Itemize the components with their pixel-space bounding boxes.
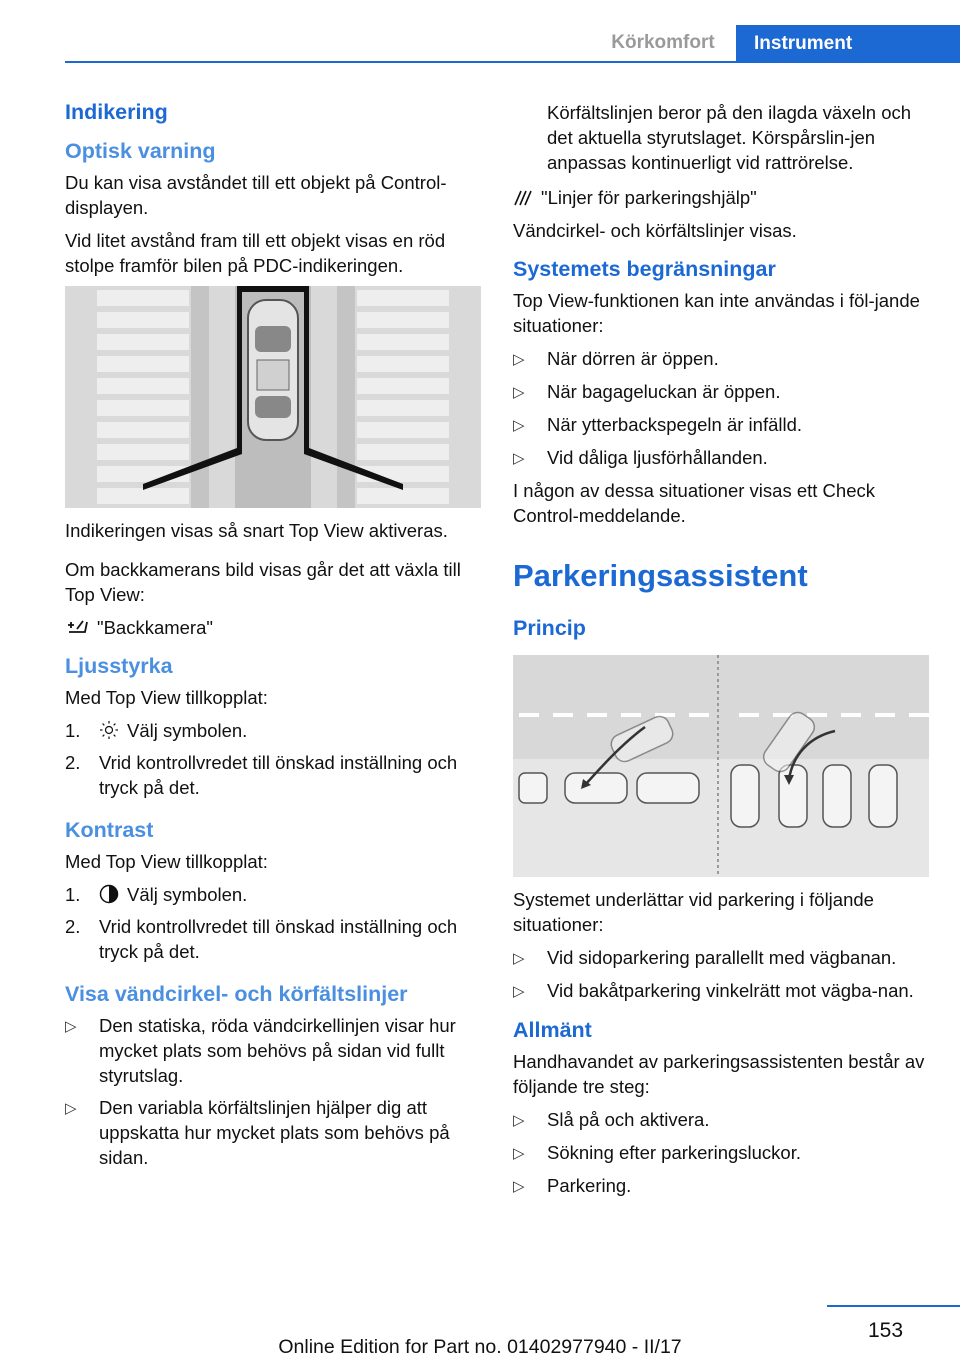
- list-item: [513, 1140, 929, 1166]
- list-item: [513, 346, 929, 372]
- step-text: Välj symbolen.: [127, 720, 248, 741]
- list-item: [65, 914, 481, 964]
- list-item: [65, 750, 481, 800]
- step-number: 2.: [65, 916, 81, 937]
- paragraph: I någon av dessa situationer visas ett Check Control-meddelande.: [513, 480, 875, 526]
- bullet-text: Körfältslinjen beror på den ilagda växeln och det aktuella styrutslaget. Körspårslin-jen anpassas kontinuerligt vid rattrörelse.: [547, 102, 912, 173]
- heading-princip: Princip: [513, 616, 586, 640]
- bullet-text: Sökning efter parkeringsluckor.: [547, 1142, 801, 1163]
- bullet-text: När ytterbackspegeln är infälld.: [547, 414, 803, 435]
- list-item: [513, 445, 929, 471]
- bullet-marker: ▷: [513, 1145, 525, 1162]
- paragraph: Vändcirkel- och körfältslinjer visas.: [513, 220, 797, 241]
- parking-assistant-figure: [513, 655, 929, 877]
- bullet-marker: ▷: [513, 417, 525, 434]
- heading-visa-vandcirkel: Visa vändcirkel- och körfältslinjer: [65, 982, 408, 1006]
- contrast-icon: [99, 884, 119, 904]
- paragraph: Top View-funktionen kan inte användas i föl-jande situationer:: [513, 290, 920, 336]
- heading-ljusstyrka: Ljusstyrka: [65, 654, 173, 678]
- list-item: [65, 1013, 481, 1088]
- list-item: [513, 945, 929, 971]
- brightness-icon: [99, 720, 119, 740]
- paragraph: Med Top View tillkopplat:: [65, 687, 268, 708]
- bullet-text: Slå på och aktivera.: [547, 1109, 710, 1130]
- bullet-marker: ▷: [513, 950, 525, 967]
- list-item: [65, 718, 481, 743]
- list-item: [65, 882, 481, 907]
- paragraph: Handhavandet av parkeringsassistenten består av följande tre steg:: [513, 1051, 925, 1097]
- paragraph: Om backkamerans bild visas går det att växla till Top View:: [65, 559, 461, 605]
- list-item: [513, 1107, 929, 1133]
- bullet-marker: ▷: [65, 1018, 77, 1035]
- list-item: [513, 1173, 929, 1199]
- heading-systemets-begransningar: Systemets begränsningar: [513, 257, 776, 281]
- step-number: 1.: [65, 884, 81, 905]
- left-column: [65, 100, 481, 1177]
- list-item: [513, 978, 929, 1004]
- step-number: 1.: [65, 720, 81, 741]
- page-number-rule: [827, 1305, 960, 1307]
- heading-allmant: Allmänt: [513, 1018, 592, 1042]
- bullet-marker: ▷: [513, 983, 525, 1000]
- bullet-marker: ▷: [513, 384, 525, 401]
- bullet-marker: ▷: [513, 1178, 525, 1195]
- backkamera-label: "Backkamera": [97, 617, 213, 638]
- bullet-text: Parkering.: [547, 1175, 632, 1196]
- parking-lines-icon: [513, 187, 533, 207]
- list-item: [513, 379, 929, 405]
- bullet-marker: ▷: [513, 351, 525, 368]
- backkamera-line: [65, 615, 481, 640]
- right-column: [513, 100, 929, 1206]
- bullet-text: Den variabla körfältslinjen hjälper dig att uppskatta hur mycket plats som behövs på sidan.: [99, 1097, 450, 1168]
- bullet-text: Vid dåliga ljusförhållanden.: [547, 447, 768, 468]
- camera-icon: [65, 617, 89, 637]
- bullet-marker: ▷: [513, 450, 525, 467]
- top-view-parking-figure: [65, 286, 481, 508]
- list-item: [513, 412, 929, 438]
- paragraph: Du kan visa avståndet till ett objekt på Control-displayen.: [65, 172, 447, 218]
- bullet-text: Vid bakåtparkering vinkelrätt mot vägba-nan.: [547, 980, 914, 1001]
- step-text: Välj symbolen.: [127, 884, 248, 905]
- heading-indikering: Indikering: [65, 100, 168, 124]
- paragraph: Systemet underlättar vid parkering i följande situationer:: [513, 889, 874, 935]
- bullet-marker: ▷: [65, 1100, 77, 1117]
- heading-kontrast: Kontrast: [65, 818, 154, 842]
- bullet-text: Vid sidoparkering parallellt med vägbanan.: [547, 947, 897, 968]
- tab-instrument[interactable]: Instrument: [736, 25, 960, 62]
- paragraph: Vid litet avstånd fram till ett objekt visas en röd stolpe framför bilen på PDC-indikeringen.: [65, 230, 446, 276]
- step-number: 2.: [65, 752, 81, 773]
- tab-korkomfort[interactable]: Körkomfort: [611, 32, 715, 53]
- footer: Online Edition for Part no. 01402977940 - II/17: [278, 1336, 682, 1358]
- heading-parkeringsassistent: Parkeringsassistent: [513, 558, 808, 593]
- step-text: Vrid kontrollvredet till önskad inställning och tryck på det.: [99, 916, 458, 962]
- linjer-label: "Linjer för parkeringshjälp": [541, 187, 757, 208]
- bullet-text: När bagageluckan är öppen.: [547, 381, 781, 402]
- heading-optisk-varning: Optisk varning: [65, 139, 216, 163]
- list-item-continuation: [513, 100, 929, 175]
- paragraph: Med Top View tillkopplat:: [65, 851, 268, 872]
- bullet-text: Den statiska, röda vändcirkellinjen visar hur mycket plats som behövs på sidan vid fullt styrutslag.: [99, 1015, 456, 1086]
- bullet-marker: ▷: [513, 1112, 525, 1129]
- step-text: Vrid kontrollvredet till önskad inställning och tryck på det.: [99, 752, 458, 798]
- list-item: [65, 1095, 481, 1170]
- bullet-text: När dörren är öppen.: [547, 348, 719, 369]
- page-number: 153: [868, 1319, 904, 1342]
- figure-caption: Indikeringen visas så snart Top View aktiveras.: [65, 520, 448, 541]
- linjer-line: [513, 185, 929, 210]
